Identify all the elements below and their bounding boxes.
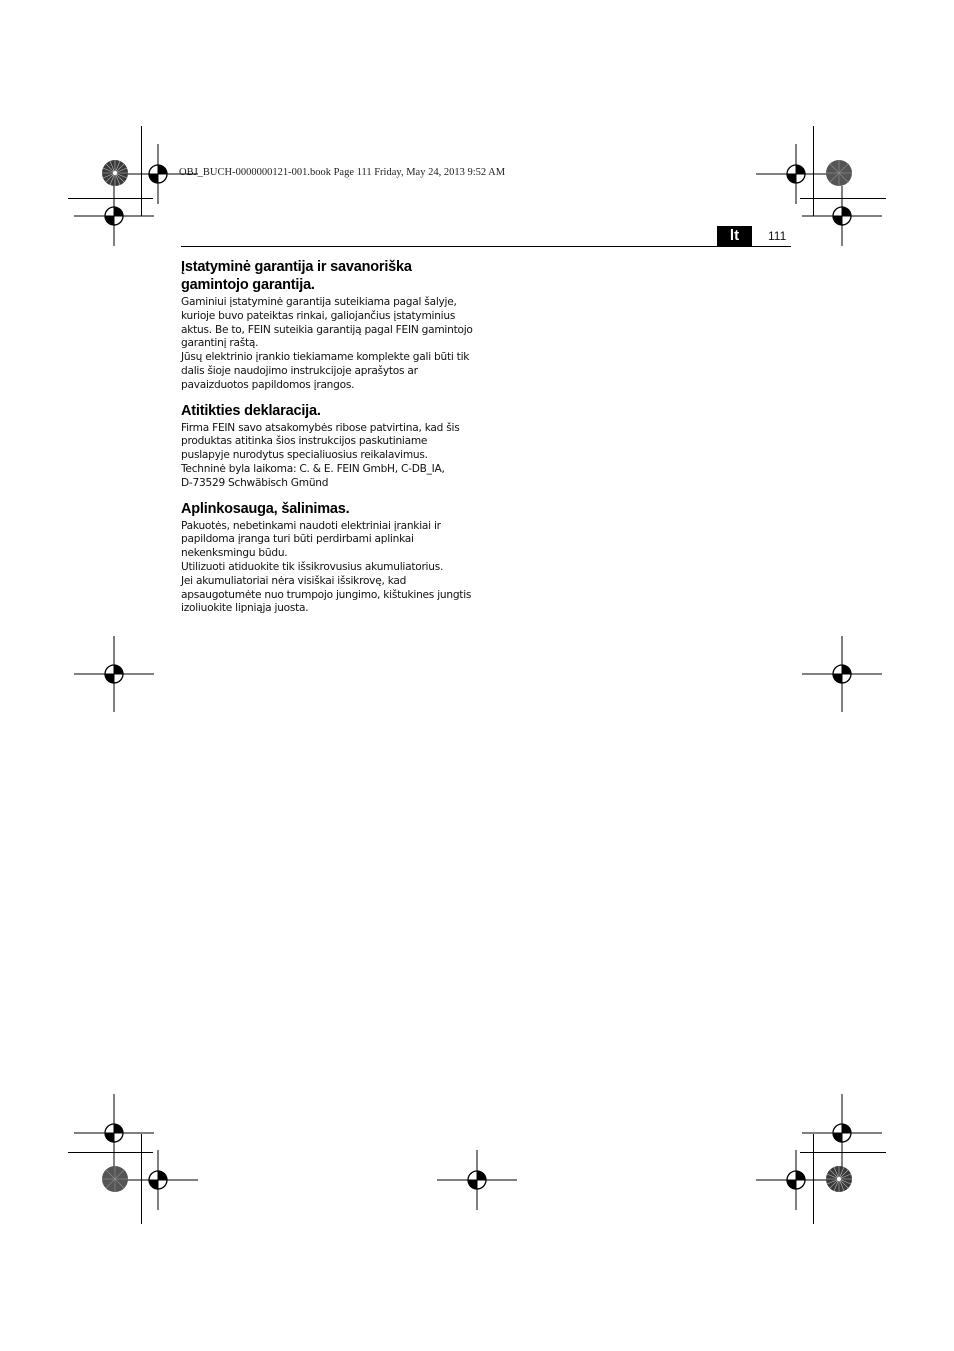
section-heading [181, 402, 481, 420]
registration-mark-icon [74, 636, 154, 712]
registration-mark-icon [74, 186, 154, 246]
section-heading [181, 500, 481, 518]
page-number: 111 [768, 229, 787, 243]
text-line: kurioje buvo pateiktas rinkai, galiojančius įstatyminius [181, 309, 456, 322]
registration-mark-icon [802, 186, 882, 246]
text-line: pavaizduotos papildomos įrangos. [181, 378, 355, 391]
text-line: dalis šioje naudojimo instrukcijoje aprašytos ar [181, 364, 418, 377]
text-line: Jei akumuliatoriai nėra visiškai išsikrovę, kad [181, 574, 407, 587]
text-line: Pakuotės, nebetinkami naudoti elektriniai įrankiai ir [181, 519, 441, 532]
star-target-icon [101, 159, 129, 187]
registration-mark-icon [756, 1150, 836, 1210]
main-content [181, 258, 481, 625]
registration-mark-icon [118, 1150, 198, 1210]
heading-line: gamintojo garantija. [181, 277, 315, 293]
star-target-icon [825, 159, 853, 187]
section-warranty [181, 258, 481, 393]
text-line: puslapyje nurodytus specialiuosius reikalavimus. [181, 449, 428, 462]
heading-line: Atitikties deklaracija. [181, 402, 321, 419]
paragraph [181, 422, 481, 463]
text-line: D-73529 Schwäbisch Gmünd [181, 476, 329, 489]
heading-line: Aplinkosauga, šalinimas. [181, 500, 350, 517]
text-line: Firma FEIN savo atsakomybės ribose patvirtina, kad šis [181, 421, 460, 434]
star-target-icon [101, 1165, 129, 1193]
heading-line: Įstatyminė garantija ir savanoriška [181, 259, 412, 275]
text-line: garantinį raštą. [181, 337, 259, 350]
paragraph [181, 575, 481, 616]
section-heading [181, 258, 481, 294]
text-line: izoliuokite lipniąja juosta. [181, 602, 309, 615]
text-line: apsaugotumėte nuo trumpojo jungimo, kištukines jungtis [181, 588, 472, 601]
text-line: aktus. Be to, FEIN suteikia garantiją pagal FEIN gamintojo [181, 323, 473, 336]
paragraph [181, 463, 481, 491]
section-declaration [181, 402, 481, 491]
star-target-icon [825, 1165, 853, 1193]
registration-mark-icon [802, 636, 882, 712]
paragraph [181, 296, 481, 351]
text-line: papildoma įranga turi būti perdirbami aplinkai [181, 533, 414, 546]
paragraph [181, 351, 481, 392]
text-line: Techninė byla laikoma: C. & E. FEIN GmbH, C-DB_IA, [181, 462, 445, 475]
text-line: Jūsų elektrinio įrankio tiekiamame komplekte gali būti tik [181, 351, 470, 364]
text-line: Gaminiui įstatyminė garantija suteikiama pagal šalyje, [181, 296, 457, 308]
text-line: nekenksmingu būdu. [181, 547, 288, 560]
section-environment [181, 500, 481, 617]
text-line: Utilizuoti atiduokite tik išsikrovusius akumuliatorius. [181, 560, 444, 573]
paragraph [181, 520, 481, 561]
paragraph [181, 561, 481, 575]
language-tab: lt [717, 226, 752, 246]
registration-mark-icon [437, 1150, 517, 1210]
book-slug-line: OBJ_BUCH-0000000121-001.book Page 111 Friday, May 24, 2013 9:52 AM [179, 167, 506, 178]
header-rule [181, 246, 791, 247]
text-line: produktas atitinka šios instrukcijos paskutiniame [181, 435, 428, 448]
